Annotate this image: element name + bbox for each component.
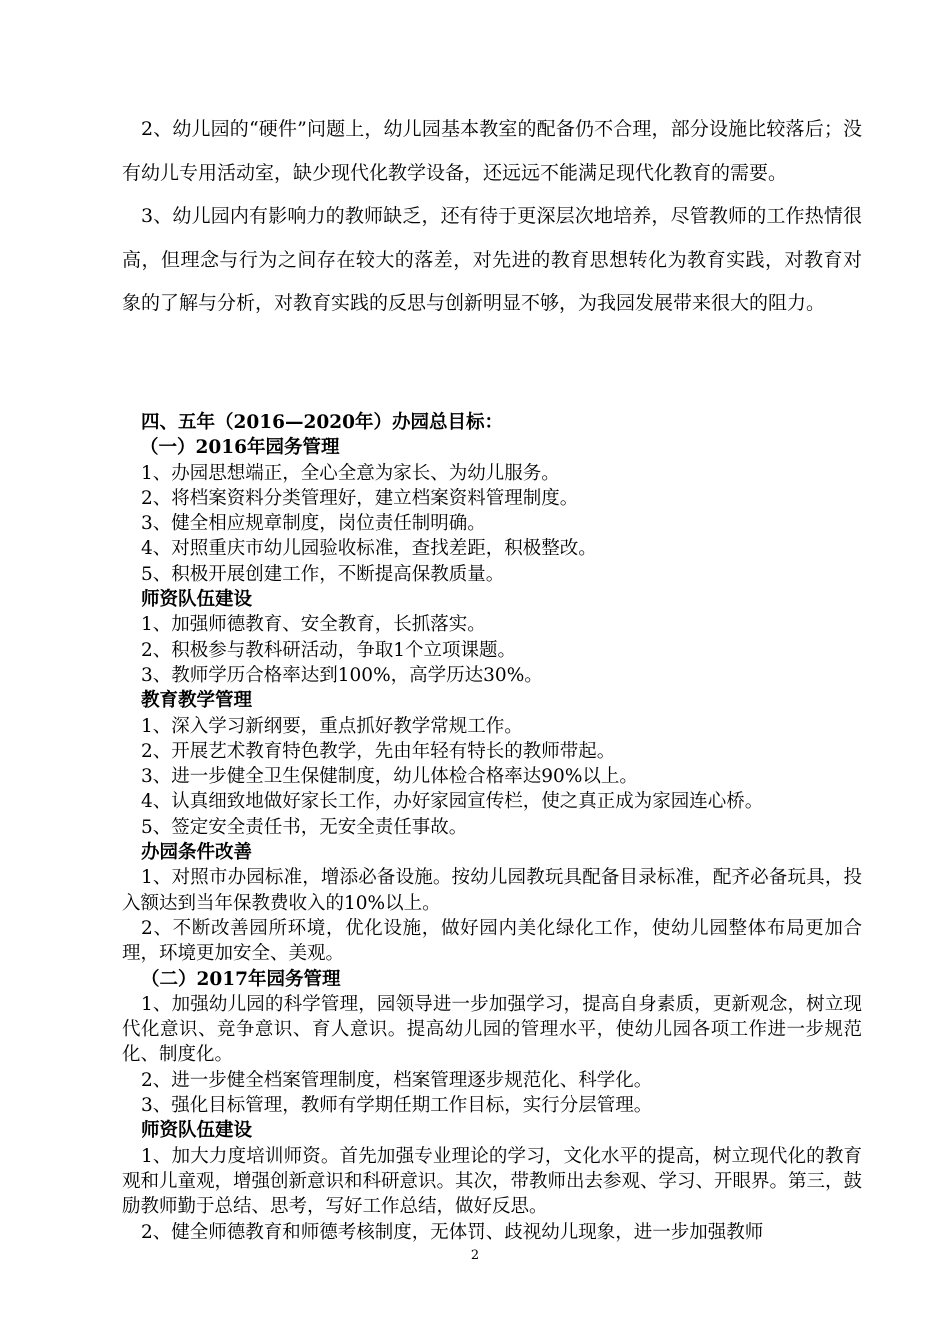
list-item: 2、不断改善园所环境，优化设施，做好园内美化绿化工作，使幼儿园整体布局更加合理，环境更加安全、美观。	[122, 917, 862, 965]
list-item: 2、进一步健全档案管理制度，档案管理逐步规范化、科学化。	[141, 1069, 653, 1091]
goals-section	[122, 410, 862, 1245]
intro-section	[122, 108, 862, 326]
subheading: 办园条件改善	[141, 842, 253, 864]
list-item: 1、加大力度培训师资。首先加强专业理论的学习，文化水平的提高，树立现代化的教育观和儿童观，增强创新意识和科研意识。其次，带教师出去参观、学习、开眼界。第三，鼓励教师勤于总结、思考，写好工作总结，做好反思。	[122, 1145, 863, 1218]
list-item: 4、对照重庆市幼儿园验收标准，查找差距，积极整改。	[141, 538, 597, 560]
subheading: 师资队伍建设	[141, 1120, 253, 1142]
subheading: 师资队伍建设	[141, 589, 253, 611]
list-item: 2、健全师德教育和师德考核制度，无体罚、歧视幼儿现象，进一步加强教师	[141, 1221, 764, 1243]
list-item: 5、签定安全责任书，无安全责任事故。	[141, 816, 468, 838]
subsection-heading: （一）2016年园务管理	[140, 437, 340, 459]
paragraph: 2、幼儿园的“硬件”问题上，幼儿园基本教室的配备仍不合理，部分设施比较落后；没有幼儿专用活动室，缺少现代化教学设备，还远远不能满足现代化教育的需要。	[122, 118, 862, 184]
list-item: 3、进一步健全卫生保健制度，幼儿体检合格率达90%以上。	[141, 766, 638, 788]
list-item: 1、加强幼儿园的科学管理，园领导进一步加强学习，提高自身素质，更新观念，树立现代化意识、竞争意识、育人意识。提高幼儿园的管理水平，使幼儿园各项工作进一步规范化、制度化。	[122, 993, 862, 1066]
list-item: 1、加强师德教育、安全教育，长抓落实。	[141, 614, 486, 636]
list-item: 2、开展艺术教育特色教学，先由年轻有特长的教师带起。	[141, 740, 616, 762]
subheading: 教育教学管理	[141, 690, 253, 712]
list-item: 2、将档案资料分类管理好，建立档案资料管理制度。	[141, 487, 579, 509]
list-item: 3、强化目标管理，教师有学期任期工作目标，实行分层管理。	[141, 1095, 653, 1117]
list-item: 1、办园思想端正，全心全意为家长、为幼儿服务。	[141, 462, 560, 484]
list-item: 1、深入学习新纲要，重点抓好教学常规工作。	[141, 715, 523, 737]
list-item: 4、认真细致地做好家长工作，办好家园宣传栏，使之真正成为家园连心桥。	[141, 791, 764, 813]
section-heading: 四、五年（2016—2020年）办园总目标：	[141, 412, 503, 433]
list-item: 3、健全相应规章制度，岗位责任制明确。	[141, 513, 486, 535]
list-item: 5、积极开展创建工作，不断提高保教质量。	[141, 563, 505, 585]
list-item: 1、对照市办园标准，增添必备设施。按幼儿园教玩具配备目录标准，配齐必备玩具，投入额达到当年保教费收入的10%以上。	[122, 867, 862, 914]
list-item: 3、教师学历合格率达到100%，高学历达30%。	[141, 664, 543, 686]
page-number: 2	[470, 1248, 480, 1263]
paragraph: 3、幼儿园内有影响力的教师缺乏，还有待于更深层次地培养，尽管教师的工作热情很高，但理念与行为之间存在较大的落差，对先进的教育思想转化为教育实践，对教育对象的了解与分析，对教育实践的反思与创新明显不够，为我园发展带来很大的阻力。	[122, 205, 862, 314]
subsection-heading: （二）2017年园务管理	[141, 968, 341, 990]
list-item: 2、积极参与教科研活动，争取1个立项课题。	[141, 639, 517, 661]
